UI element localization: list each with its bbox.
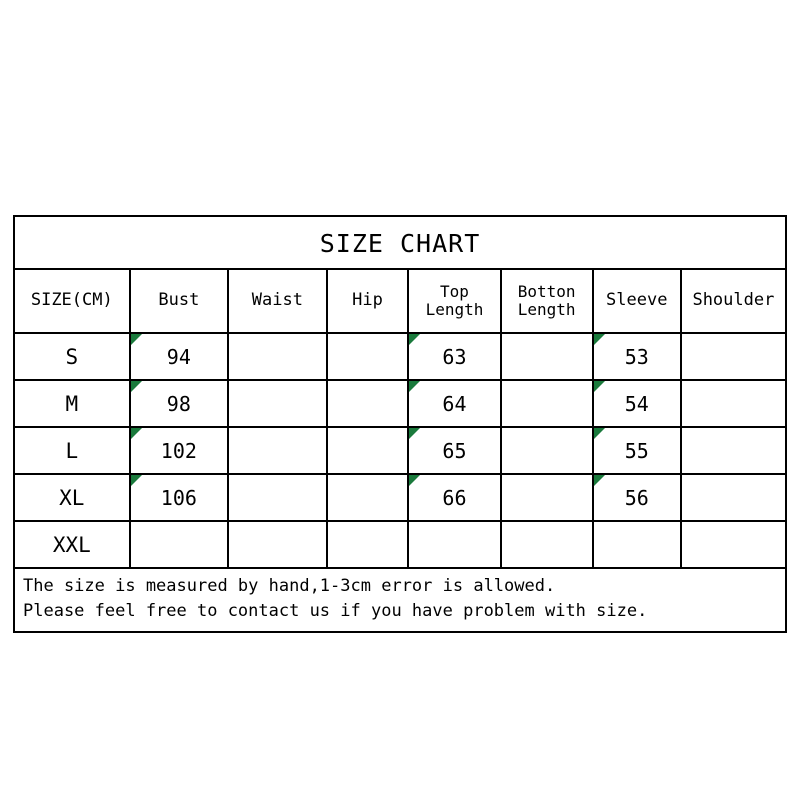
column-header-hip: Hip — [327, 269, 409, 333]
measurement-note-line1: The size is measured by hand,1-3cm error is allowed. — [23, 576, 556, 596]
column-header-bust: Bust — [130, 269, 229, 333]
cell-hip — [327, 521, 409, 567]
cell-size: M — [15, 380, 130, 427]
column-header-botton-length-line2: Length — [517, 300, 576, 319]
table-row — [15, 521, 785, 567]
cell-bust: 94 — [130, 333, 229, 380]
cell-bust — [130, 521, 229, 567]
cell-hip — [327, 474, 409, 521]
table-row — [15, 333, 785, 380]
cell-top-length: 65 — [408, 427, 500, 474]
table-row — [15, 427, 785, 474]
cell-botton-length — [501, 521, 593, 567]
cell-waist — [228, 521, 327, 567]
cell-waist — [228, 333, 327, 380]
column-header-top-length-line2: Length — [425, 300, 484, 319]
column-header-top-length — [408, 269, 500, 333]
cell-botton-length — [501, 333, 593, 380]
column-header-botton-length — [501, 269, 593, 333]
cell-hip — [327, 333, 409, 380]
column-header-shoulder: Shoulder — [681, 269, 785, 333]
chart-title: SIZE CHART — [319, 229, 481, 258]
cell-shoulder — [681, 333, 785, 380]
cell-size: S — [15, 333, 130, 380]
cell-top-length: 64 — [408, 380, 500, 427]
column-header-botton-length-line1: Botton — [517, 281, 576, 301]
cell-sleeve: 56 — [593, 474, 681, 521]
cell-waist — [228, 474, 327, 521]
cell-sleeve — [593, 521, 681, 567]
size-chart-table — [15, 268, 785, 567]
cell-shoulder — [681, 427, 785, 474]
measurement-note — [15, 567, 785, 631]
cell-bust: 106 — [130, 474, 229, 521]
cell-shoulder — [681, 474, 785, 521]
cell-top-length: 66 — [408, 474, 500, 521]
cell-botton-length — [501, 427, 593, 474]
cell-size: XXL — [15, 521, 130, 567]
cell-shoulder — [681, 380, 785, 427]
cell-size: L — [15, 427, 130, 474]
cell-sleeve: 53 — [593, 333, 681, 380]
cell-waist — [228, 427, 327, 474]
cell-size: XL — [15, 474, 130, 521]
measurement-note-line2: Please feel free to contact us if you have problem with size. — [23, 600, 648, 621]
column-header-sleeve: Sleeve — [593, 269, 681, 333]
cell-hip — [327, 380, 409, 427]
column-header-size: SIZE(CM) — [15, 269, 130, 333]
cell-hip — [327, 427, 409, 474]
cell-botton-length — [501, 380, 593, 427]
table-row — [15, 380, 785, 427]
size-chart — [13, 215, 787, 633]
cell-botton-length — [501, 474, 593, 521]
cell-sleeve: 54 — [593, 380, 681, 427]
column-header-waist: Waist — [228, 269, 327, 333]
cell-waist — [228, 380, 327, 427]
cell-sleeve: 55 — [593, 427, 681, 474]
cell-top-length — [408, 521, 500, 567]
cell-bust: 102 — [130, 427, 229, 474]
column-header-top-length-line1: Top — [440, 281, 469, 301]
cell-top-length: 63 — [408, 333, 500, 380]
cell-shoulder — [681, 521, 785, 567]
cell-bust: 98 — [130, 380, 229, 427]
table-header-row — [15, 269, 785, 333]
table-row — [15, 474, 785, 521]
